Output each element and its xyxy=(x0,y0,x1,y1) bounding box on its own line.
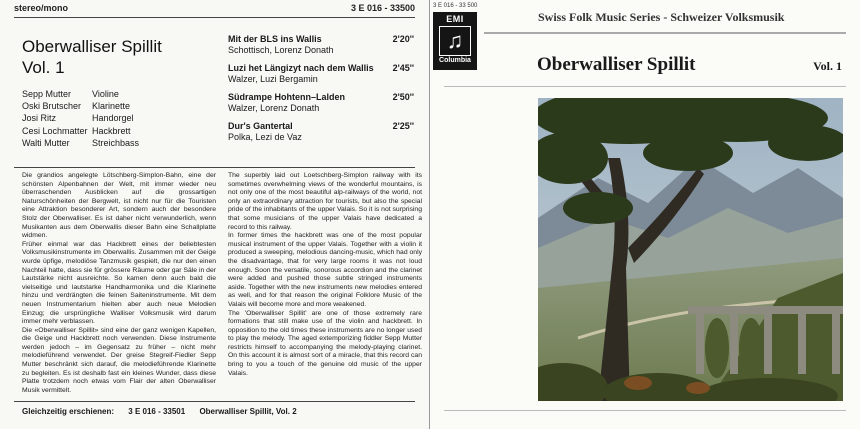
music-note-icon: ♫ xyxy=(439,26,471,56)
album-title-line2: Vol. 1 xyxy=(22,58,65,77)
liner-paragraph: Die grandios angelegte Lötschberg-Simplon-Bahn, eine der schönsten Alpenbahnen der Welt, mit immer wieder neu überraschenden Ausblicken auf die grossartigen Naturschönheiten der Bergwelt, ist nicht nur für die Touristen eine Attraktion besonderer Art, sondern auch der besondere Stolz der Oberwalliser. Es ist daher nicht verwunderlich, wenn Musikanten aus dem Oberwallis dieser Bahn eine Schallplatte widmen. xyxy=(22,172,216,240)
musician-name: Oski Brutscher xyxy=(22,101,82,112)
liner-paragraph: Die «Oberwalliser Spillit» sind eine der ganz wenigen Kapellen, die Geige und Hackbrett noch verwenden. Diese Instrumente werden jedoch – im Gegensatz zu früher – nicht mehr melodieführend verwendet. Der greise Stegreif-Fiedler Sepp Mutter beschränkt sich darauf, die melodieführende Klarinette zu begleiten. Es ist deshalb fast ein kleines Wunder, dass diese Platte trotzdem noch etwas vom Flair der alten Oberwalliser Musik vermittelt. xyxy=(22,326,216,394)
track-title: Dur's Gantertal xyxy=(228,121,293,131)
musician-row xyxy=(22,88,139,100)
musician-row xyxy=(22,112,139,124)
front-album-title: Oberwalliser Spillit xyxy=(537,54,696,75)
cover-photo-illustration xyxy=(538,98,843,401)
track-duration: 2'45'' xyxy=(392,63,414,73)
also-released-catalog: 3 E 016 - 33501 xyxy=(128,407,186,416)
logo-emi-text: EMI xyxy=(446,14,464,24)
track-item xyxy=(228,63,414,85)
liner-paragraph: The 'Oberwalliser Spillit' are one of those extremely rare formations that still make use of the violin and hackbrett. In opposition to the old times these instruments are no longer used to play the melody. The aged extemporizing fiddler Sepp Mutter restricts himself to accompanying the melody-playing clarinet. On this account it is almost sort of a miracle, that this record can bring to you a touch of the genuine old music of the upper Valais. xyxy=(228,309,422,377)
liner-paragraph: The superbly laid out Loetschberg-Simplon railway with its sometimes overwhelming views of the wonderful mountains, is not only one of the most beautiful alp-railways of the world, not only an extraordinary attraction for tourists, but also the special pride of the inhabitants of the upper Valais. So it is not surprising that some musicians of the upper Valais have dedicated a record to this railway. xyxy=(228,172,422,231)
liner-paragraph: In former times the hackbrett was one of the most popular musical instrument of the upper Valais. Together with a violin it produced a sweeping, melodious dancing-music, which had only the disadvantage, that for very large rooms it was not loud enough. Soon the versatile, sonorous accordion and the clarinet were added and pushed those subtle stringed instruments aside. Together with the new instruments new melodies entered as well, and for that reason the original Folklore Music of the Valais will become more and more weakened. xyxy=(228,232,422,308)
format-label: stereo/mono xyxy=(14,3,69,13)
track-item xyxy=(228,92,414,114)
front-volume: Vol. 1 xyxy=(813,59,842,73)
front-cover xyxy=(430,0,860,429)
track-list xyxy=(228,34,414,150)
track-details: Schottisch, Lorenz Donath xyxy=(228,45,334,55)
cover-photo xyxy=(538,98,843,401)
musician-row xyxy=(22,137,139,149)
musician-instrument: Hackbrett xyxy=(92,125,131,136)
musician-instrument: Handorgel xyxy=(92,113,134,124)
track-duration: 2'20'' xyxy=(392,34,414,44)
track-duration: 2'50'' xyxy=(392,92,414,102)
also-released-label: Gleichzeitig erschienen: xyxy=(22,407,115,416)
track-title: Mit der BLS ins Wallis xyxy=(228,34,322,44)
also-released xyxy=(22,407,309,416)
track-details: Walzer, Luzi Bergamin xyxy=(228,74,318,84)
musician-name: Sepp Mutter xyxy=(22,89,72,99)
album-title xyxy=(22,36,162,78)
logo-columbia-text: Columbia xyxy=(439,57,471,64)
liner-notes-english xyxy=(228,172,422,378)
track-details: Walzer, Lorenz Donath xyxy=(228,103,320,113)
liner-paragraph: Früher einmal war das Hackbrett eines der beliebtesten Volksmusikinstrumente im Oberwallis. Zusammen mit der Geige wurde üpfige, melodiöse Tanzmusik gespielt, die nur den einen Nachteil hatte, dass sie für grössere Räume oder gar Säle in der Lautstärke nicht ausreichte. So kamen denn auch bald die vielseitige und lautstarke Handharmonika und die Klarinette hinzu und verdrängten die feinen Saiteninstrumente. Mit dem neuen Instrumentarium hielten aber auch neue Melodien Einzug; die ursprüngliche Walliser Volksmusik wird darum immer mehr verblassen. xyxy=(22,240,216,326)
emi-columbia-logo xyxy=(433,12,477,70)
front-divider-top xyxy=(484,32,846,34)
track-item xyxy=(228,121,414,143)
track-item xyxy=(228,34,414,56)
front-divider-middle xyxy=(444,86,846,87)
series-title: Swiss Folk Music Series - Schweizer Volksmusik xyxy=(538,10,785,24)
musician-row xyxy=(22,125,139,137)
musician-instrument: Klarinette xyxy=(92,101,131,112)
catalog-number: 3 E 016 - 33500 xyxy=(350,3,415,13)
track-details: Polka, Lezi de Vaz xyxy=(228,132,302,142)
musician-name: Walti Mutter xyxy=(22,137,70,148)
track-duration: 2'25'' xyxy=(392,121,414,131)
musician-row xyxy=(22,100,139,112)
divider-top xyxy=(14,17,415,18)
back-header xyxy=(14,3,415,17)
also-released-title: Oberwalliser Spillit, Vol. 2 xyxy=(199,407,297,416)
divider-middle xyxy=(14,167,415,168)
musician-list xyxy=(22,88,139,149)
liner-notes-german xyxy=(22,172,216,395)
musician-name: Josi Ritz xyxy=(22,113,57,124)
musician-name: Cesi Lochmatter xyxy=(22,125,88,136)
musician-instrument: Streichbass xyxy=(92,137,140,148)
front-catalog-number: 3 E 016 - 33 500 xyxy=(433,3,478,9)
front-divider-bottom xyxy=(444,410,846,411)
album-title-line1: Oberwalliser Spillit xyxy=(22,37,162,56)
track-title: Südrampe Hohtenn–Lalden xyxy=(228,92,346,102)
track-title: Luzi het Längizyt nach dem Wallis xyxy=(228,63,374,73)
musician-instrument: Violine xyxy=(92,89,119,99)
divider-bottom xyxy=(14,401,415,402)
